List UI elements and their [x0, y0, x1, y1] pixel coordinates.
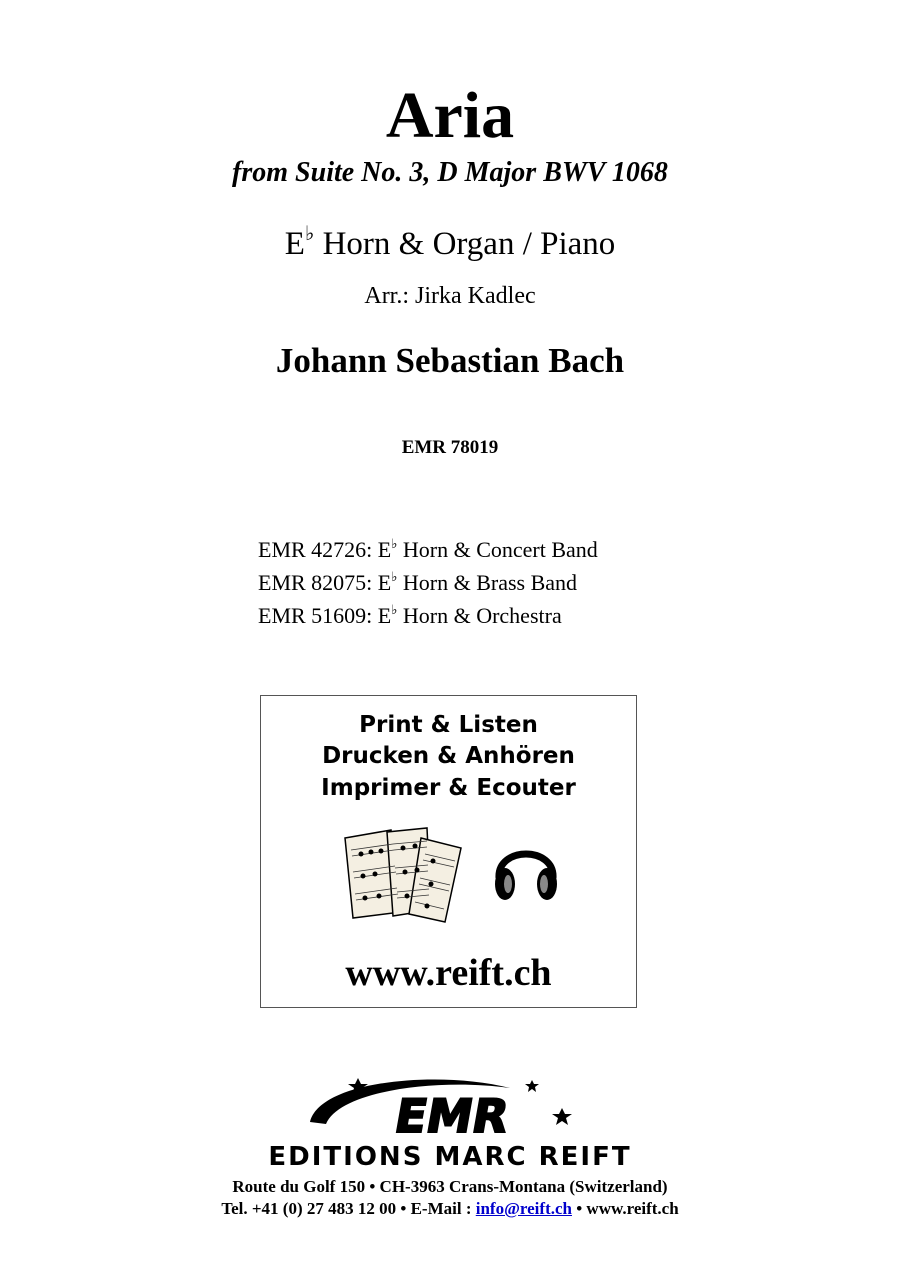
- edition-item: EMR 51609: E♭ Horn & Orchestra: [258, 602, 562, 628]
- promo-url[interactable]: www.reift.ch: [345, 952, 552, 994]
- publisher-name: EDITIONS MARC REIFT: [268, 1142, 632, 1172]
- instrumentation: [0, 214, 900, 264]
- edition-item: EMR 42726: E♭ Horn & Concert Band: [258, 536, 598, 562]
- instrumentation-text: Horn & Organ / Piano: [314, 226, 616, 262]
- print-listen-box: [260, 695, 637, 1008]
- email-link[interactable]: info@reift.ch: [475, 1199, 572, 1218]
- headphones-icon: [491, 828, 561, 908]
- emr-logo: [300, 1070, 580, 1150]
- catalog-code: EMR 78019: [401, 437, 499, 458]
- instrumentation-key: E: [284, 226, 305, 262]
- promo-line-de: Drucken & Anhören: [322, 743, 575, 769]
- star-icon: [525, 1080, 539, 1092]
- publisher-address: Route du Golf 150 • CH-3963 Crans-Montana (Switzerland): [232, 1177, 668, 1196]
- arranger: Arr.: Jirka Kadlec: [364, 283, 536, 309]
- other-editions-list: [258, 530, 598, 629]
- publisher-contact: Tel. +41 (0) 27 483 12 00 • E-Mail : info@reift.ch • www.reift.ch: [221, 1199, 679, 1218]
- flat-sign: ♭: [304, 223, 315, 245]
- emr-logo-text: EMR: [390, 1089, 513, 1143]
- promo-line-en: Print & Listen: [359, 712, 538, 738]
- star-icon: [552, 1108, 572, 1125]
- page-subtitle: from Suite No. 3, D Major BWV 1068: [232, 157, 668, 188]
- promo-line-fr: Imprimer & Ecouter: [321, 775, 576, 801]
- edition-item: EMR 82075: E♭ Horn & Brass Band: [258, 569, 578, 595]
- sheet-music-icon: [339, 824, 469, 924]
- composer: Johann Sebastian Bach: [275, 341, 625, 380]
- page-title: Aria: [385, 79, 515, 152]
